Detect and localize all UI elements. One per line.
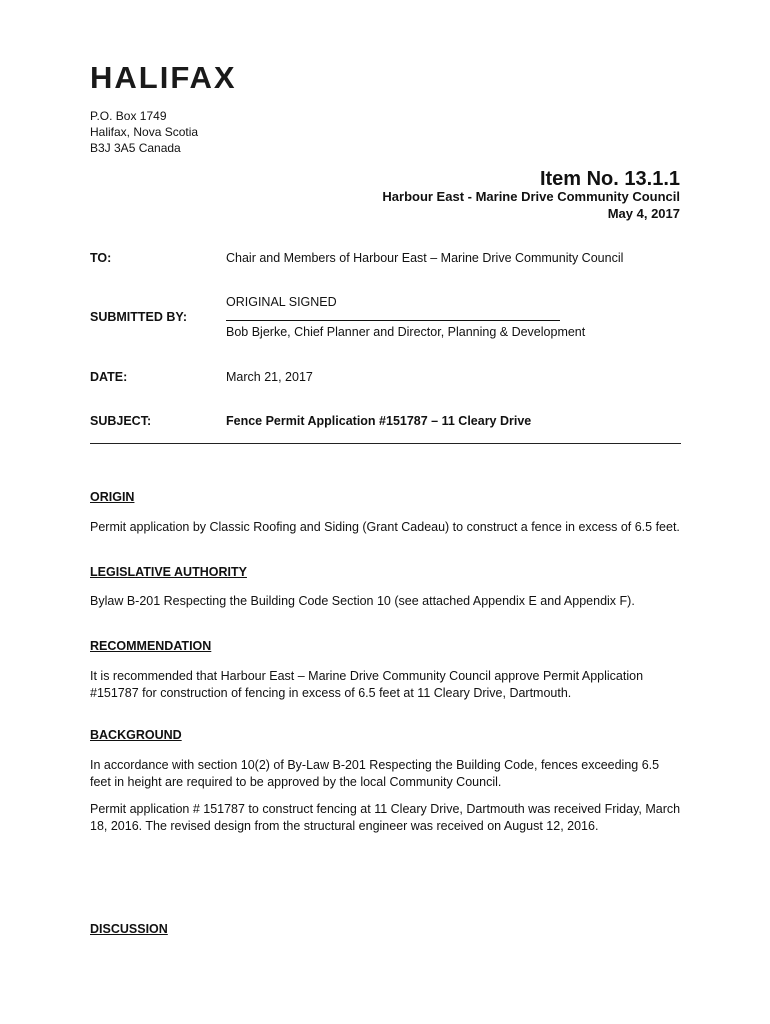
item-number: Item No. 13.1.1 [539, 168, 680, 190]
origin-heading: ORIGIN [90, 490, 135, 504]
address-line-1: P.O. Box 1749 [90, 109, 167, 123]
halifax-logo: HALIFAX [90, 60, 237, 95]
date-label: DATE: [90, 370, 128, 384]
background-text-2: Permit application # 151787 to construct fencing at 11 Cleary Drive, Dartmouth was received Friday, March 18, 2016. The revised design from the structural engineer was received on August 12, 2016. [90, 802, 681, 833]
subject-label: SUBJECT: [90, 414, 152, 428]
submitted-by-value: Bob Bjerke, Chief Planner and Director, Planning & Development [226, 325, 586, 339]
signature-line [226, 320, 560, 321]
legislative-authority-heading: LEGISLATIVE AUTHORITY [90, 565, 247, 579]
mailing-address [90, 108, 198, 156]
recommendation-text: It is recommended that Harbour East – Marine Drive Community Council approve Permit Application #151787 for construction of fencing in excess of 6.5 feet at 11 Cleary Drive, Dartmouth. [90, 669, 644, 700]
subject-value: Fence Permit Application #151787 – 11 Cleary Drive [226, 414, 532, 428]
background-heading: BACKGROUND [90, 728, 182, 742]
legislative-authority-text: Bylaw B-201 Respecting the Building Code Section 10 (see attached Appendix E and Appendix F). [90, 594, 635, 608]
council-header [382, 188, 680, 222]
address-line-2: Halifax, Nova Scotia [90, 125, 199, 139]
date-value: March 21, 2017 [226, 370, 313, 384]
to-label: TO: [90, 251, 112, 265]
header-divider [90, 443, 681, 444]
meeting-date: May 4, 2017 [607, 206, 680, 221]
address-line-3: B3J 3A5 Canada [90, 141, 181, 155]
recommendation-heading: RECOMMENDATION [90, 639, 212, 653]
origin-text: Permit application by Classic Roofing and Siding (Grant Cadeau) to construct a fence in excess of 6.5 feet. [90, 520, 680, 534]
discussion-heading: DISCUSSION [90, 922, 168, 936]
council-name: Harbour East - Marine Drive Community Council [382, 189, 680, 204]
original-signed: ORIGINAL SIGNED [226, 295, 337, 309]
background-text-1: In accordance with section 10(2) of By-Law B-201 Respecting the Building Code, fences exceeding 6.5 feet in height are required to be approved by the local Community Council. [90, 758, 660, 789]
to-value: Chair and Members of Harbour East – Marine Drive Community Council [226, 251, 624, 265]
submitted-by-label: SUBMITTED BY: [90, 310, 187, 324]
